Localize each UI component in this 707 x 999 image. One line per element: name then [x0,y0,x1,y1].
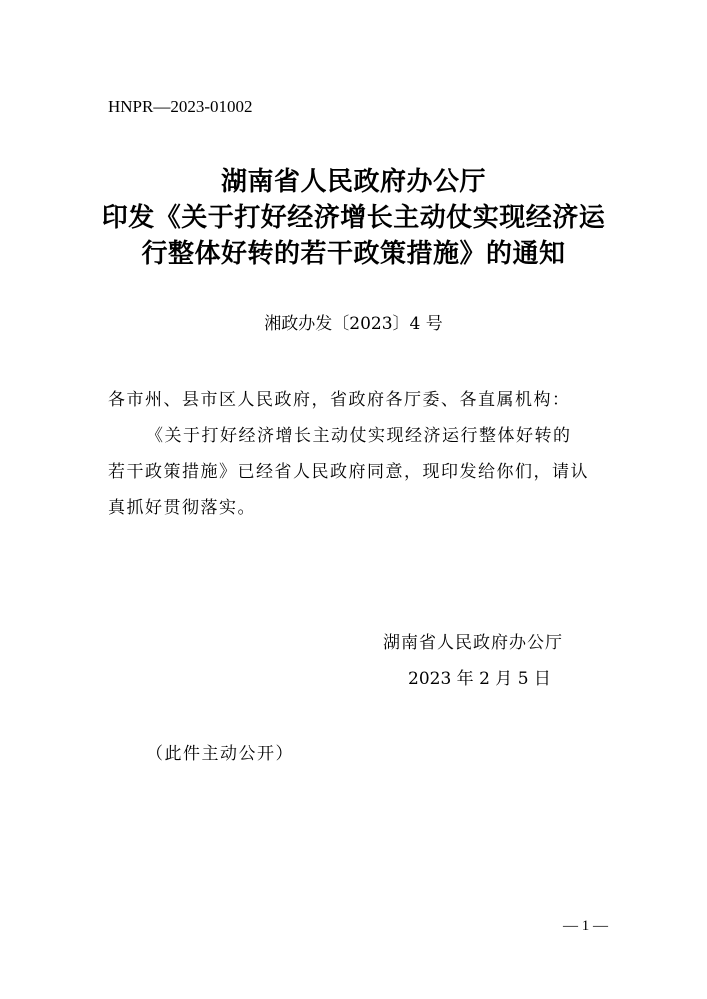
signature-date: 2023 年 2 月 5 日 [408,669,551,689]
document-title-line-2: 印发《关于打好经济增长主动仗实现经济运 [101,203,606,233]
body-line-2: 若干政策措施》已经省人民政府同意，现印发给你们，请认 [108,462,589,482]
document-title-line-1: 湖南省人民政府办公厅 [220,167,486,197]
body-line-1: 《关于打好经济增长主动仗实现经济运行整体好转的 [146,426,572,446]
document-code: HNPR—2023-01002 [108,97,253,116]
document-number: 湘政办发〔2023〕4 号 [264,314,443,334]
signature-organization: 湖南省人民政府办公厅 [383,633,563,653]
page-number: — 1 — [563,918,608,934]
body-line-3: 真抓好贯彻落实。 [108,498,256,518]
addressee: 各市州、县市区人民政府，省政府各厅委、各直属机构： [108,390,571,410]
disclosure-note: （此件主动公开） [146,744,294,764]
document-title-line-3: 行整体好转的若干政策措施》的通知 [141,239,566,269]
